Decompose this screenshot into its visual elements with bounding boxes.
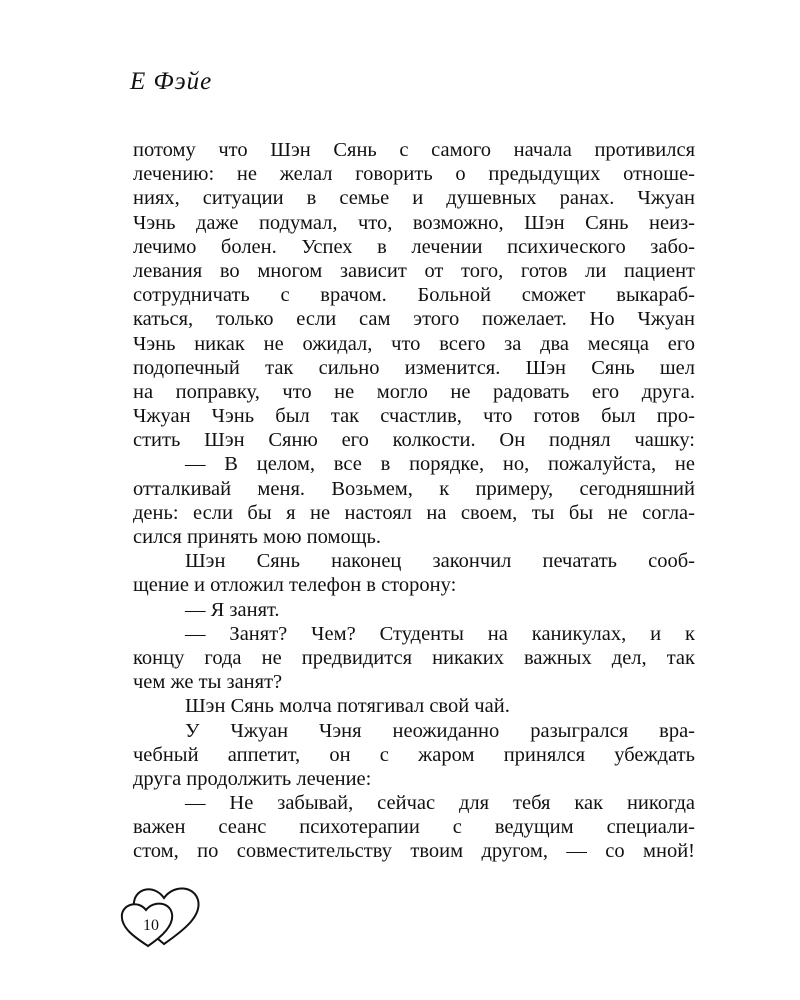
- text-line: левания во многом зависит от того, готов ли пациент: [133, 259, 695, 282]
- text-line: друга продолжить лечение:: [133, 767, 372, 790]
- text-line: Шэн Сянь наконец закончил печатать сооб-: [185, 550, 695, 573]
- text-line: на поправку, что не могло не радовать его друга.: [133, 380, 695, 403]
- text-line: потому что Шэн Сянь с самого начала противился: [133, 139, 695, 161]
- text-line: стом, по совместительству твоим другом, — со мной!: [133, 840, 695, 863]
- text-line: концу года не предвидится никаких важных дел, так: [133, 646, 695, 669]
- text-line: подопечный так сильно изменится. Шэн Сянь шел: [133, 356, 695, 379]
- text-line: лечению: не желал говорить о предыдущих отноше-: [133, 163, 695, 186]
- text-line: — Не забывай, сейчас для тебя как никогда: [185, 792, 695, 815]
- page-number: 10: [143, 917, 159, 934]
- text-line: важен сеанс психотерапии с ведущим специали-: [133, 816, 695, 839]
- text-line: Чжуан Чэнь был так счастлив, что готов был про-: [133, 405, 695, 428]
- page-number-ornament: [112, 880, 207, 950]
- text-line: — В целом, все в порядке, но, пожалуйста, не: [185, 453, 695, 476]
- text-line: Чэнь никак не ожидал, что всего за два месяца его: [133, 332, 695, 355]
- text-line: отталкивай меня. Возьмем, к примеру, сегодняшний: [133, 477, 695, 500]
- text-line: стить Шэн Сяню его колкости. Он поднял чашку:: [133, 429, 695, 452]
- text-line: день: если бы я не настоял на своем, ты бы не согла-: [133, 501, 695, 524]
- text-line: чебный аппетит, он с жаром принялся убеждать: [133, 743, 695, 766]
- body-text: [133, 138, 695, 864]
- text-line: каться, только если сам этого пожелает. Но Чжуан: [133, 308, 695, 331]
- text-line: щение и отложил телефон в сторону:: [133, 574, 457, 597]
- double-heart-icon: [112, 880, 207, 950]
- text-line: лечимо болен. Успех в лечении психического забо-: [133, 235, 695, 258]
- text-line: — Занят? Чем? Студенты на каникулах, и к: [185, 622, 695, 645]
- text-line: сотрудничать с врачом. Больной сможет выкараб-: [133, 284, 695, 307]
- text-line: Чэнь даже подумал, что, возможно, Шэн Сянь неиз-: [133, 211, 695, 234]
- running-head: Е Фэйе: [130, 68, 213, 95]
- text-line: ниях, ситуации в семье и душевных ранах. Чжуан: [133, 187, 695, 210]
- text-line: У Чжуан Чэня неожиданно разыгрался вра-: [185, 719, 695, 742]
- text-line: Шэн Сянь молча потягивал свой чай.: [185, 695, 510, 718]
- text-line: — Я занят.: [185, 598, 280, 621]
- text-line: сился принять мою помощь.: [133, 526, 381, 548]
- text-line: чем же ты занят?: [133, 671, 283, 694]
